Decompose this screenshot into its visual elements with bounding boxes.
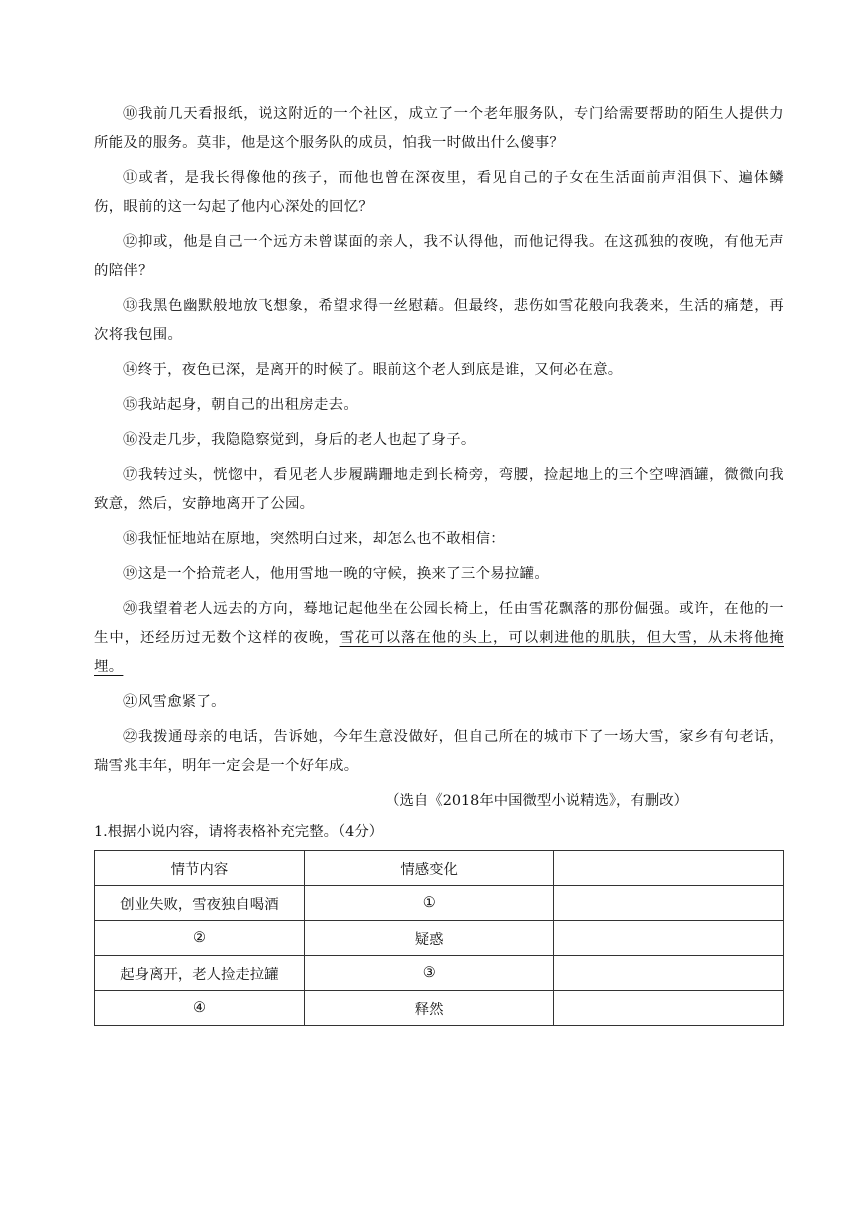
table-cell-emotion: 释然 [304,991,554,1026]
paragraph-21: ㉑风雪愈紧了。 [123,694,226,710]
paragraph-22: ㉒我拨通母亲的电话，告诉她，今年生意没做好，但自己所在的城市下了一场大雪，家乡有句老话，瑞雪兆丰年，明年一定会是一个好年成。 [94,729,784,774]
paragraph-14: ⑭终于，夜色已深，是离开的时候了。眼前这个老人到底是谁，又何必在意。 [123,362,623,378]
table-cell-blank [554,991,784,1026]
paragraph-16: ⑯没走几步，我隐隐察觉到，身后的老人也起了身子。 [123,432,476,448]
table-cell-emotion: 疑惑 [304,921,554,956]
paragraph-11: ⑪或者，是我长得像他的孩子，而他也曾在深夜里，看见自己的子女在生活面前声泪俱下、遍体鳞伤，眼前的这一勾起了他内心深处的回忆？ [94,170,784,215]
table-row [95,956,784,991]
table-row [95,921,784,956]
table-header-row [95,851,784,886]
table-cell-plot: ④ [95,991,305,1026]
paragraph-20 [94,595,784,682]
table-cell-plot: ② [95,921,305,956]
header-emotion: 情感变化 [304,851,554,886]
paragraph-19: ⑲这是一个拾荒老人，他用雪地一晚的守候，换来了三个易拉罐。 [123,566,550,582]
table-row [95,886,784,921]
question-1: 1.根据小说内容，请将表格补充完整。（4分） [94,824,384,840]
table-cell-blank [554,956,784,991]
table-row [95,991,784,1026]
table-cell-blank [554,921,784,956]
paragraph-15: ⑮我站起身，朝自己的出租房走去。 [123,397,359,413]
document-page [94,100,784,1026]
paragraph-17: ⑰我转过头，恍惚中，看见老人步履蹒跚地走到长椅旁，弯腰，捡起地上的三个空啤酒罐，微微向我致意，然后，安静地离开了公园。 [94,467,784,512]
header-blank [554,851,784,886]
table-cell-plot: 起身离开，老人捡走拉罐 [95,956,305,991]
header-plot: 情节内容 [95,851,305,886]
paragraph-12: ⑫抑或，他是自己一个远方未曾谋面的亲人，我不认得他，而他记得我。在这孤独的夜晚，有他无声的陪伴？ [94,234,784,279]
answer-table [94,850,784,1026]
source-citation: （选自《2018年中国微型小说精选》，有删改） [385,793,688,809]
paragraph-18: ⑱我怔怔地站在原地，突然明白过来，却怎么也不敢相信： [123,531,505,547]
paragraph-13: ⑬我黑色幽默般地放飞想象，希望求得一丝慰藉。但最终，悲伤如雪花般向我袭来，生活的痛楚，再次将我包围。 [94,298,784,343]
paragraph-20-text: ⑳我望着老人远去的方向，蓦地记起他坐在公园长椅上，任由雪花飘落的那份倔强。或许，在他的一生中，还经历过无数个这样的夜晚， [94,601,784,646]
table-cell-emotion: ① [304,886,554,921]
table-cell-blank [554,886,784,921]
paragraph-10: ⑩我前几天看报纸，说这附近的一个社区，成立了一个老年服务队，专门给需要帮助的陌生人提供力所能及的服务。莫非，他是这个服务队的成员，怕我一时做出什么傻事？ [94,106,784,151]
table-cell-plot: 创业失败，雪夜独自喝酒 [95,886,305,921]
table-cell-emotion: ③ [304,956,554,991]
paragraph-20-underlined: 雪花可以落在他的头上，可以刺进他的肌肤，但大雪，从未将他掩埋。 [94,630,784,675]
